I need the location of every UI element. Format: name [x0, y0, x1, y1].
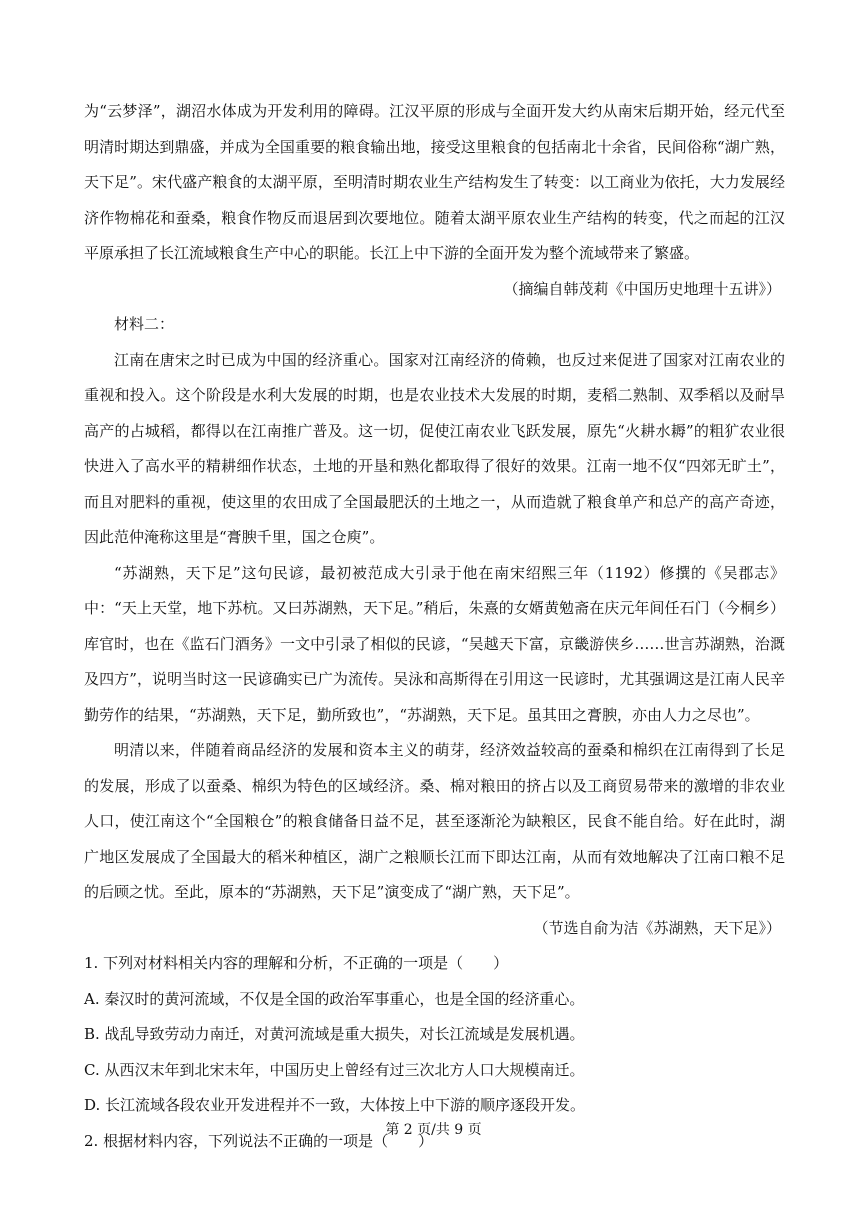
question-1-stem: 1. 下列对材料相关内容的理解和分析，不正确的一项是（ ） [84, 954, 509, 972]
question-1-option-c[interactable]: C. 从西汉末年到北宋末年，中国历史上曾经有过三次北方人口大规模南迁。 [84, 1060, 585, 1079]
material2-paragraph-2: “苏湖熟，天下足”这句民谚，最初被范成大引录于他在南宋绍熙三年（1192）修撰的《吴郡志》中：“天上天堂，地下苏杭。又曰苏湖熟，天下足。”稍后，朱熹的女婿黄勉斋在庆元年间任石门（今桐乡）库官时，也在《监石门酒务》一文中引录了相似的民谚，“吴越天下富，京畿游侠乡……世言苏湖熟，治溉及四方”，说明当时这一民谚确实已广为流传。吴泳和高斯得在引用这一民谚时，尤其强调这是江南人民辛勤劳作的结果，“苏湖熟，天下足，勤所致也”，“苏湖熟，天下足。虽其田之膏腴，亦由人力之尽也”。 [84, 563, 785, 724]
material2-paragraph-3: 明清以来，伴随着商品经济的发展和资本主义的萌芽，经济效益较高的蚕桑和棉织在江南得到了长足的发展，形成了以蚕桑、棉织为特色的区域经济。桑、棉对粮田的挤占以及工商贸易带来的激增的非农业人口，使江南这个“全国粮仓”的粮食储备日益不足，甚至逐渐沦为缺粮区，民食不能自给。好在此时，湖广地区发展成了全国最大的稻米种植区，湖广之粮顺长江而下即达江南，从而有效地解决了江南口粮不足的后顾之忧。至此，原本的“苏湖熟，天下足”演变成了“湖广熟，天下足”。 [84, 741, 785, 901]
question-2-stem: 2. 根据材料内容，下列说法不正确的一项是（ ） [84, 1131, 434, 1150]
material2-paragraph-1: 江南在唐宋之时已成为中国的经济重心。国家对江南经济的倚赖，也反过来促进了国家对江南农业的重视和投入。这个阶段是水利大发展的时期，也是农业技术大发展的时期，麦稻二熟制、双季稻以及耐旱高产的占城稻，都得以在江南推广普及。这一切，促使江南农业飞跃发展，原先“火耕水耨”的粗犷农业很快进入了高水平的精耕细作状态，土地的开垦和熟化都取得了很好的效果。江南一地不仅“四郊无旷土”，而且对肥料的重视，使这里的农田成了全国最肥沃的土地之一，从而造就了粮食单产和总产的高产奇迹，因此范仲淹称这里是“膏腴千里，国之仓庾”。 [84, 350, 785, 546]
question-1-option-d[interactable]: D. 长江流域各段农业开发进程并不一致，大体按上中下游的顺序逐段开发。 [84, 1096, 586, 1114]
material1-source: （摘编自韩茂莉《中国历史地理十五讲》） [503, 279, 781, 298]
material1-text: 为“云梦泽”，湖沼水体成为开发利用的障碍。江汉平原的形成与全面开发大约从南宋后期开始，经元代至明清时期达到鼎盛，并成为全国重要的粮食输出地，接受这里粮食的包括南北十余省，民间俗称“湖广熟，天下足”。宋代盛产粮食的太湖平原，至明清时期农业生产结构发生了转变：以工商业为依托，大力发展经济作物棉花和蚕桑，粮食作物反而退居到次要地位。随着太湖平原农业生产结构的转变，代之而起的江汉平原承担了长江流域粮食生产中心的职能。长江上中下游的全面开发为整个流域带来了繁盛。 [84, 102, 785, 262]
material2-heading: 材料二： [114, 315, 175, 333]
question-1-option-b[interactable]: B. 战乱导致劳动力南迁，对黄河流域是重大损失，对长江流域是发展机遇。 [84, 1025, 585, 1043]
material2-source: （节选自俞为洁《苏湖熟，天下足》） [533, 918, 781, 937]
question-1-option-a[interactable]: A. 秦汉时的黄河流域，不仅是全国的政治军事重心，也是全国的经济重心。 [84, 989, 585, 1008]
page-number-footer: 第 2 页/共 9 页 [385, 1122, 482, 1138]
